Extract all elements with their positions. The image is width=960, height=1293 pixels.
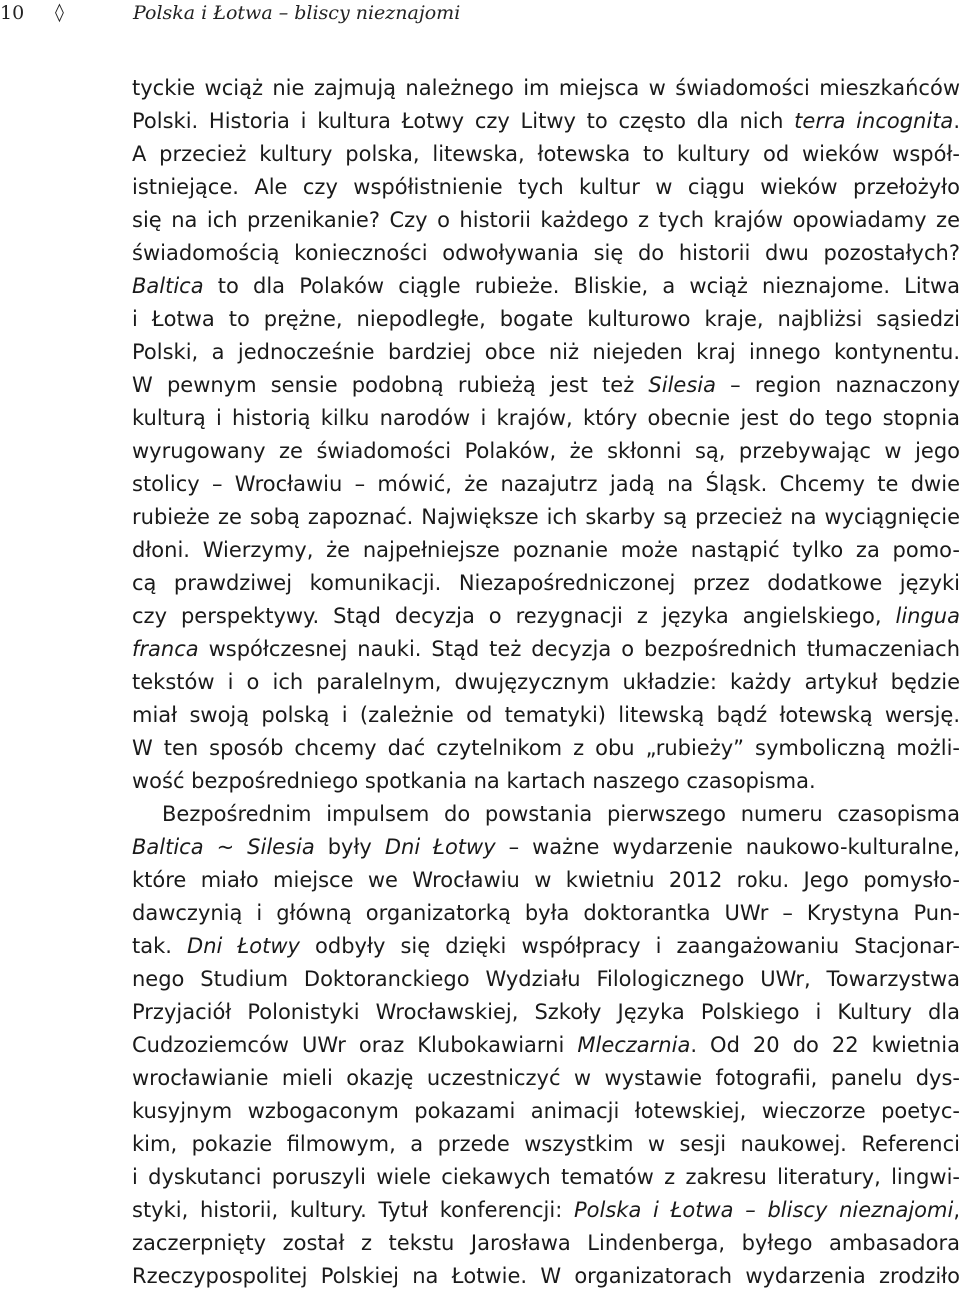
text-line	[132, 600, 960, 633]
text-line	[132, 105, 960, 138]
text-line: nego Studium Doktoranckiego Wydziału Filologicznego UWr, Towarzystwa	[132, 963, 960, 996]
text-line: stolicy – Wrocławiu – mówić, że nazajutrz jadą na Śląsk. Chcemy te dwie	[132, 468, 960, 501]
text-line: A przecież kultury polska, litewska, łotewska to kultury od wieków współ-	[132, 138, 960, 171]
text-line: się na ich przenikanie? Czy o historii każdego z tych krajów opowiadamy ze	[132, 204, 960, 237]
text-line: rubieże ze sobą zapoznać. Największe ich skarby są przecież na wyciągnięcie	[132, 501, 960, 534]
text-line: kim, pokazie filmowym, a przede wszystkim w sesji naukowej. Referenci	[132, 1128, 960, 1161]
text-line: miał swoją polską i (zależnie od tematyki) litewską bądź łotewską wersję.	[132, 699, 960, 732]
italic-term: franca	[132, 637, 199, 661]
text-line: świadomością konieczności odwoływania się do historii dwu pozostałych?	[132, 237, 960, 270]
text-line: i Łotwa to prężne, niepodległe, bogate kulturowo kraje, najbliżsi sąsiedzi	[132, 303, 960, 336]
page-number: 10	[0, 2, 24, 24]
italic-term: terra incognita	[794, 109, 953, 133]
text-run: odbyły się dzięki współpracy i zaangażowaniu Stacjonar-	[300, 934, 960, 958]
text-line: kulturą i historią kilku narodów i krajów, który obecnie jest do tego stopnia	[132, 402, 960, 435]
diamond-icon: ◊	[55, 2, 64, 23]
text-run: – region naznaczony	[716, 373, 960, 397]
running-title: Polska i Łotwa – bliscy nieznajomi	[133, 2, 460, 24]
text-line: zaczerpnięty został z tekstu Jarosława Lindenberga, byłego ambasadora	[132, 1227, 960, 1260]
text-line	[132, 831, 960, 864]
text-line: Przyjaciół Polonistyki Wrocławskiej, Szkoły Języka Polskiego i Kultury dla	[132, 996, 960, 1029]
text-run: W pewnym sensie podobną rubieżą jest też	[132, 373, 648, 397]
text-run: Cudzoziemców UWr oraz Klubokawiarni	[132, 1033, 577, 1057]
text-line: wość bezpośredniego spotkania na kartach naszego czasopisma.	[132, 765, 960, 798]
text-run: ,	[953, 1198, 960, 1222]
text-line: i dyskutanci poruszyli wiele ciekawych tematów z zakresu literatury, lingwi-	[132, 1161, 960, 1194]
text-line: tekstów i o ich paralelnym, dwujęzycznym układzie: każdy artykuł będzie	[132, 666, 960, 699]
text-line	[132, 1194, 960, 1227]
text-line	[132, 270, 960, 303]
running-header	[0, 2, 960, 30]
italic-term: Silesia	[648, 373, 716, 397]
text-run: Polski. Historia i kultura Łotwy czy Litwy to często dla nich	[132, 109, 794, 133]
italic-term: Baltica ~ Silesia	[132, 835, 315, 859]
text-line	[132, 1029, 960, 1062]
text-run: to dla Polaków ciągle rubieże. Bliskie, a wciąż nieznajome. Litwa	[204, 274, 960, 298]
text-line: kusyjnym wzbogaconym pokazami animacji łotewskiej, wieczorze poetyc-	[132, 1095, 960, 1128]
text-line: Polski, a jednocześnie bardziej obce niż niejeden kraj innego kontynentu.	[132, 336, 960, 369]
text-run: . Od 20 do 22 kwietnia	[690, 1033, 960, 1057]
text-line: dłoni. Wierzymy, że najpełniejsze poznanie może nastąpić tylko za pomo-	[132, 534, 960, 567]
italic-term: Dni Łotwy	[187, 934, 300, 958]
text-line: cą prawdziwej komunikacji. Niezapośredniczonej przez dodatkowe języki	[132, 567, 960, 600]
text-line: wrocławianie mieli okazję uczestniczyć w wystawie fotografii, panelu dys-	[132, 1062, 960, 1095]
text-run: współczesnej nauki. Stąd też decyzja o bezpośrednich tłumaczeniach	[199, 637, 960, 661]
italic-term: Baltica	[132, 274, 204, 298]
text-line: istniejące. Ale czy współistnienie tych kultur w ciągu wieków przełożyło	[132, 171, 960, 204]
text-line: tyckie wciąż nie zajmują należnego im miejsca w świadomości mieszkańców	[132, 72, 960, 105]
italic-term: Polska i Łotwa – bliscy nieznajomi	[574, 1198, 953, 1222]
text-line: dawczynią i główną organizatorką była doktorantka UWr – Krystyna Pun-	[132, 897, 960, 930]
text-line: wyrugowany ze świadomości Polaków, że skłonni są, przebywając w jego	[132, 435, 960, 468]
text-line: W ten sposób chcemy dać czytelnikom z obu „rubieży” symboliczną możli-	[132, 732, 960, 765]
text-line	[132, 930, 960, 963]
text-line: Rzeczypospolitej Polskiej na Łotwie. W organizatorach wydarzenia zrodziło	[132, 1260, 960, 1293]
text-line: które miało miejsce we Wrocławiu w kwietniu 2012 roku. Jego pomysło-	[132, 864, 960, 897]
text-line	[132, 369, 960, 402]
body-text	[132, 72, 960, 1293]
text-run: były	[315, 835, 385, 859]
text-run: czy perspektywy. Stąd decyzja o rezygnacji z języka angielskiego,	[132, 604, 896, 628]
text-line: Bezpośrednim impulsem do powstania pierwszego numeru czasopisma	[132, 798, 960, 831]
italic-term: Mleczarnia	[577, 1033, 690, 1057]
text-line	[132, 633, 960, 666]
italic-term: Dni Łotwy	[385, 835, 496, 859]
text-run: tak.	[132, 934, 187, 958]
text-run: .	[953, 109, 960, 133]
italic-term: lingua	[896, 604, 960, 628]
text-run: styki, historii, kultury. Tytuł konferencji:	[132, 1198, 574, 1222]
text-run: – ważne wydarzenie naukowo-kulturalne,	[496, 835, 960, 859]
